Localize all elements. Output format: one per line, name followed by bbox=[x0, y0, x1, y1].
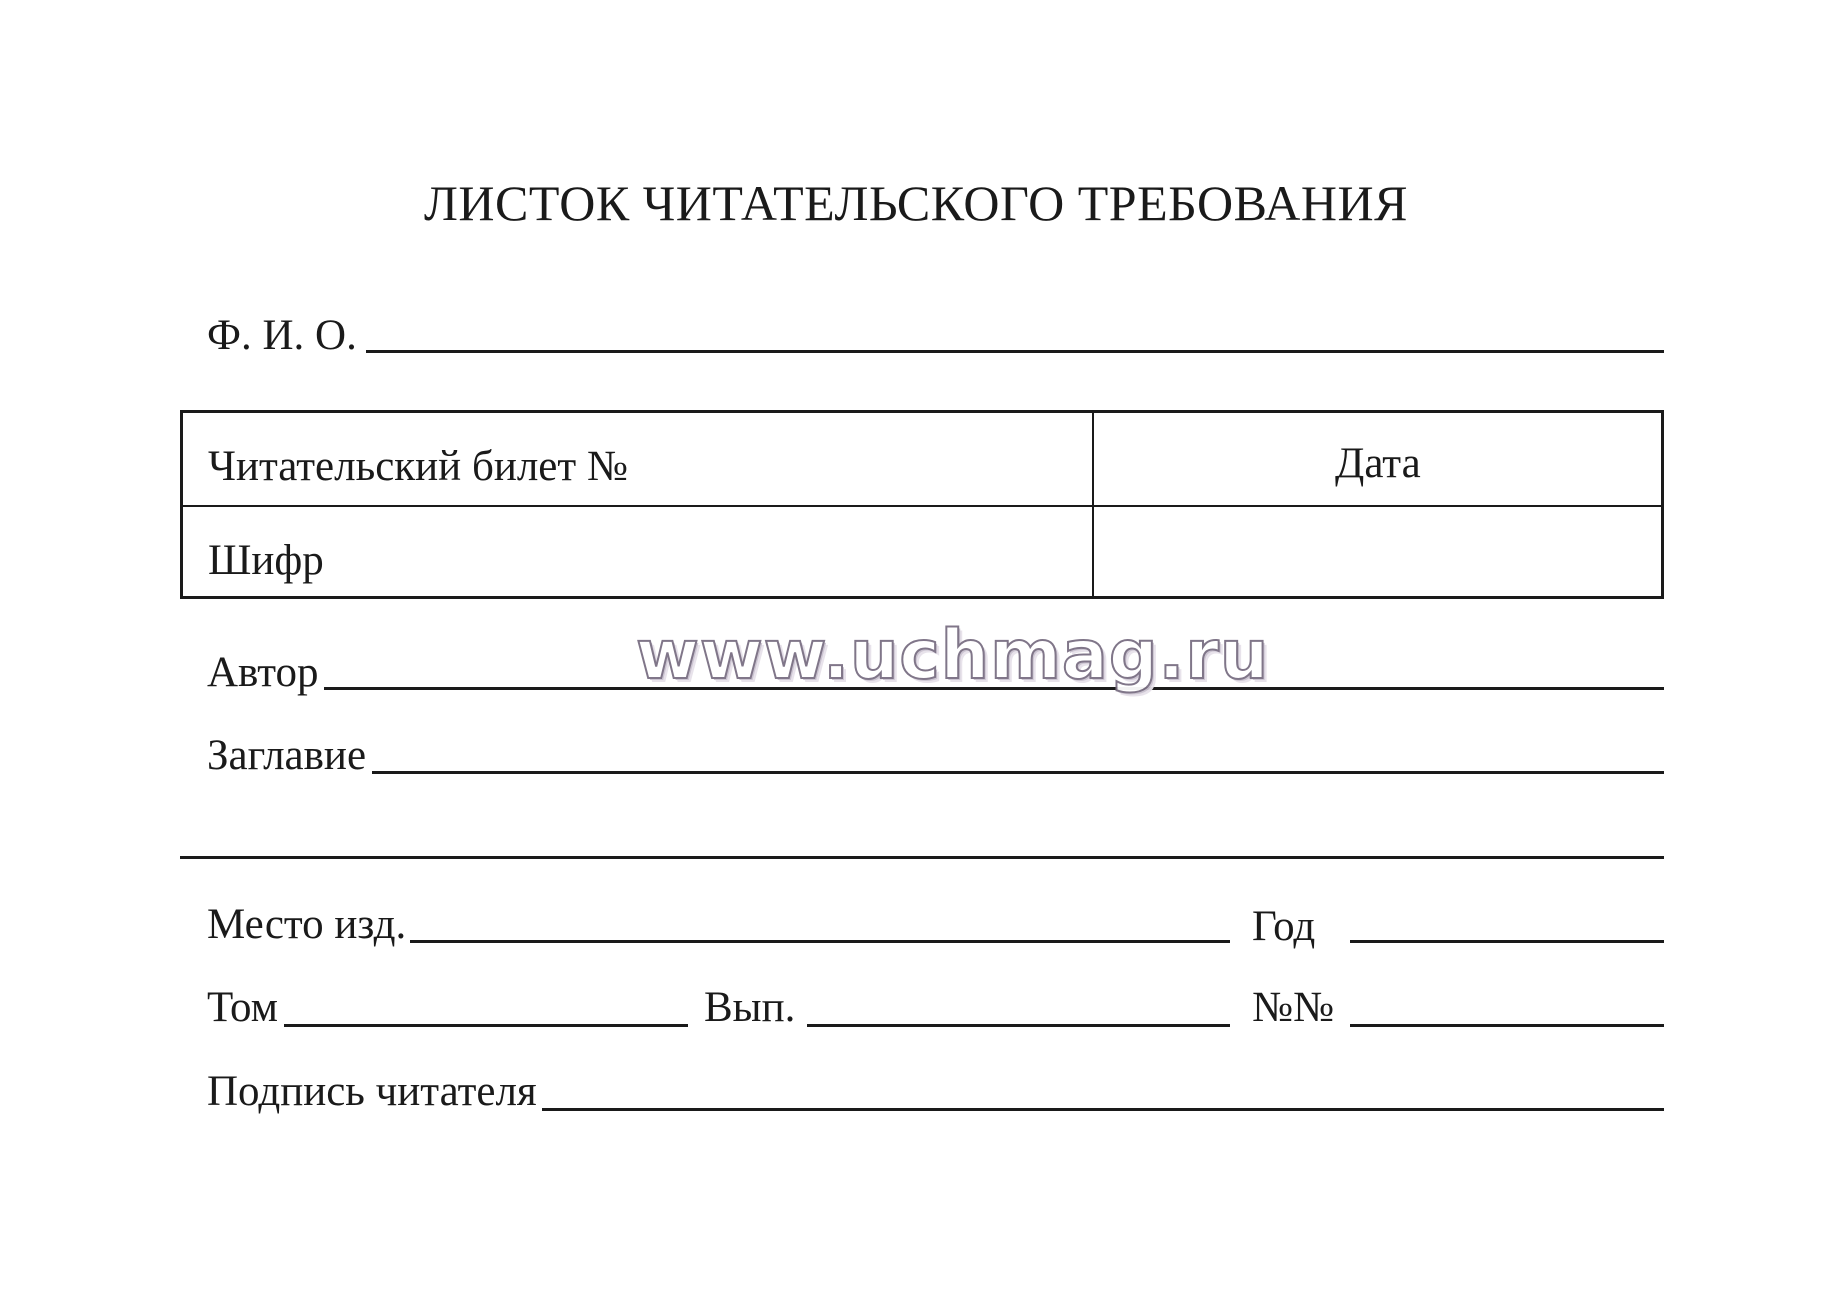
ticket-number-cell[interactable] bbox=[183, 413, 1092, 505]
fio-label: Ф. И. О. bbox=[207, 312, 357, 359]
issue-field[interactable] bbox=[807, 1024, 1230, 1027]
year-label: Год bbox=[1252, 903, 1316, 950]
title-label: Заглавие bbox=[207, 732, 367, 779]
fio-field[interactable] bbox=[366, 350, 1664, 353]
publication-place-field[interactable] bbox=[410, 940, 1230, 943]
volume-label: Том bbox=[207, 984, 278, 1031]
issue-label: Вып. bbox=[704, 984, 796, 1031]
cipher-cell[interactable] bbox=[183, 507, 1092, 596]
cipher-label: Шифр bbox=[208, 537, 324, 584]
ticket-table bbox=[180, 410, 1664, 599]
title-field[interactable] bbox=[372, 771, 1664, 774]
year-field[interactable] bbox=[1350, 940, 1664, 943]
author-label: Автор bbox=[207, 649, 319, 696]
publication-place-label: Место изд. bbox=[207, 901, 407, 948]
date-value-cell[interactable] bbox=[1094, 507, 1661, 596]
numbers-label: №№ bbox=[1252, 984, 1335, 1031]
ticket-number-label: Читательский билет № bbox=[208, 443, 628, 490]
numbers-field[interactable] bbox=[1350, 1024, 1664, 1027]
date-label: Дата bbox=[1335, 440, 1421, 487]
signature-label: Подпись читателя bbox=[207, 1068, 537, 1115]
signature-field[interactable] bbox=[542, 1108, 1664, 1111]
volume-field[interactable] bbox=[284, 1024, 688, 1027]
title-field-continuation[interactable] bbox=[180, 856, 1664, 859]
form-title: ЛИСТОК ЧИТАТЕЛЬСКОГО ТРЕБОВАНИЯ bbox=[424, 175, 1408, 231]
watermark-logo: www.uchmag.ru bbox=[636, 616, 1270, 695]
